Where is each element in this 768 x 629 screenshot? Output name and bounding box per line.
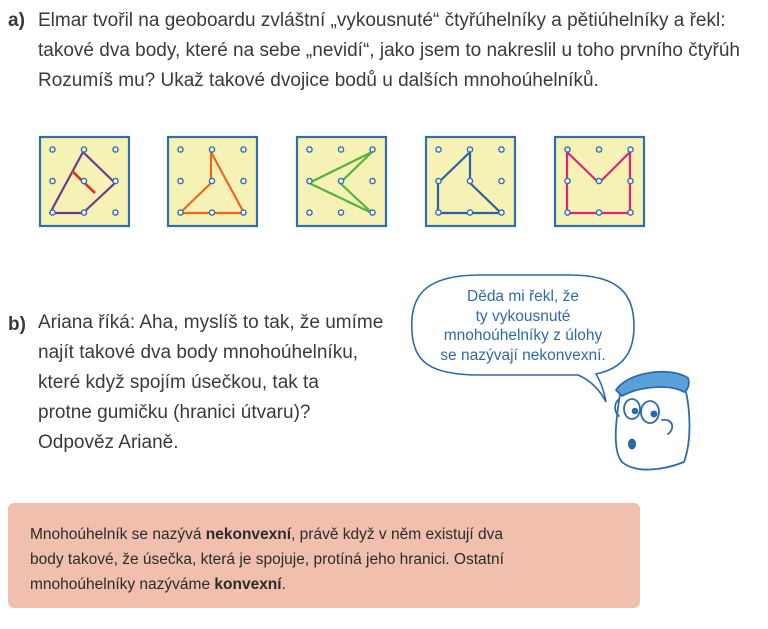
character-hair: [616, 372, 689, 396]
geoboard-peg: [50, 210, 55, 215]
geoboard-peg: [370, 210, 375, 215]
definition-line-1: [30, 522, 504, 547]
geoboard-peg: [338, 178, 343, 183]
geoboard-peg: [596, 178, 601, 183]
geoboard-peg: [113, 210, 118, 215]
geoboard-4: [426, 137, 515, 226]
part-b-line-3: které když spojím úsečkou, tak ta: [38, 372, 319, 393]
part-b-line-1: Ariana říká: Aha, myslíš to tak, že umíme: [38, 312, 384, 333]
geoboard-peg: [370, 178, 375, 183]
geoboard-peg: [467, 210, 472, 215]
definition-text: [30, 522, 504, 597]
geoboard-peg: [628, 210, 633, 215]
part-b-text: [38, 308, 383, 458]
geoboard-peg: [370, 147, 375, 152]
geoboard-peg: [241, 210, 246, 215]
speech-bubble-line-1: Děda mi řekl, že: [467, 288, 579, 305]
geoboard-peg: [436, 178, 441, 183]
geoboard-5: [555, 137, 644, 226]
definition-line-1-start: Mnohoúhelník se nazývá: [30, 526, 206, 543]
geoboard-peg: [307, 178, 312, 183]
geoboard-peg: [467, 147, 472, 152]
geoboard-peg: [467, 178, 472, 183]
geoboard-peg: [241, 178, 246, 183]
geoboard-peg: [565, 178, 570, 183]
geoboard-peg: [209, 178, 214, 183]
geoboard-peg: [338, 210, 343, 215]
geoboard-peg: [565, 147, 570, 152]
geoboard-peg: [565, 210, 570, 215]
character-illustration: [615, 372, 689, 470]
definition-line-2: body takové, že úsečka, která je spojuje, protíná jeho hranici. Ostatní: [30, 551, 504, 568]
geoboard-peg: [81, 147, 86, 152]
geoboard-peg: [307, 210, 312, 215]
geoboard-peg: [178, 210, 183, 215]
definition-line-1-end: , právě když v něm existují dva: [291, 526, 503, 543]
geoboard-3: [297, 137, 386, 226]
geoboard-peg: [499, 178, 504, 183]
part-a-line-3: Rozumíš mu? Ukaž takové dvojice bodů u dalších mnohoúhelníků.: [38, 70, 599, 91]
geoboard-peg: [209, 147, 214, 152]
geoboard-peg: [307, 147, 312, 152]
geoboard-peg: [209, 210, 214, 215]
character-right-pupil: [651, 411, 656, 416]
definition-line-3: [30, 572, 504, 597]
part-b-line-4: protne gumičku (hranici útvaru)?: [38, 402, 311, 423]
speech-bubble-line-3: mnohoúhelníky z úlohy: [443, 327, 603, 344]
geoboard-2: [168, 137, 257, 226]
part-b-line-5: Odpověz Arianě.: [38, 432, 179, 453]
geoboard-peg: [113, 147, 118, 152]
definition-line-3-end: .: [281, 576, 286, 593]
geoboard-peg: [338, 147, 343, 152]
geoboard-peg: [113, 178, 118, 183]
geoboard-peg: [178, 147, 183, 152]
geoboard-peg: [499, 147, 504, 152]
definition-line-3-start: mnohoúhelníky nazýváme: [30, 576, 215, 593]
geoboard-peg: [436, 210, 441, 215]
part-b-label: b): [8, 314, 26, 335]
geoboard-peg: [81, 210, 86, 215]
speech-bubble-text: [419, 287, 627, 365]
definition-box: [8, 503, 640, 608]
geoboard-peg: [436, 147, 441, 152]
character-mouth: [629, 440, 635, 449]
part-b-line-2: najít takové dva body mnohoúhelníku,: [38, 342, 359, 363]
geoboard-1: [40, 137, 129, 226]
geoboard-peg: [50, 178, 55, 183]
character-nose: [662, 420, 672, 434]
geoboard-peg: [241, 147, 246, 152]
term-nonconvex: nekonvexní: [205, 526, 292, 543]
part-a-label: a): [8, 10, 25, 31]
geoboard-peg: [628, 147, 633, 152]
term-convex: konvexní: [214, 576, 282, 593]
geoboard-peg: [81, 178, 86, 183]
character-left-pupil: [633, 409, 638, 414]
geoboard-peg: [50, 147, 55, 152]
geoboard-peg: [499, 210, 504, 215]
geoboard-peg: [628, 178, 633, 183]
geoboard-peg: [596, 210, 601, 215]
geoboard-peg: [178, 178, 183, 183]
geoboard-peg: [596, 147, 601, 152]
part-a-line-2: takové dva body, které na sebe „nevidí“, jako jsem to nakreslil u toho prvního čtyřúh: [38, 40, 740, 61]
speech-bubble-line-4: se nazývají nekonvexní.: [440, 346, 606, 364]
speech-bubble-line-2: ty vykousnuté: [475, 307, 571, 325]
part-a-line-1: Elmar tvořil na geoboardu zvláštní „vykousnuté“ čtyřúhelníky a pětiúhelníky a řekl:: [38, 10, 726, 31]
